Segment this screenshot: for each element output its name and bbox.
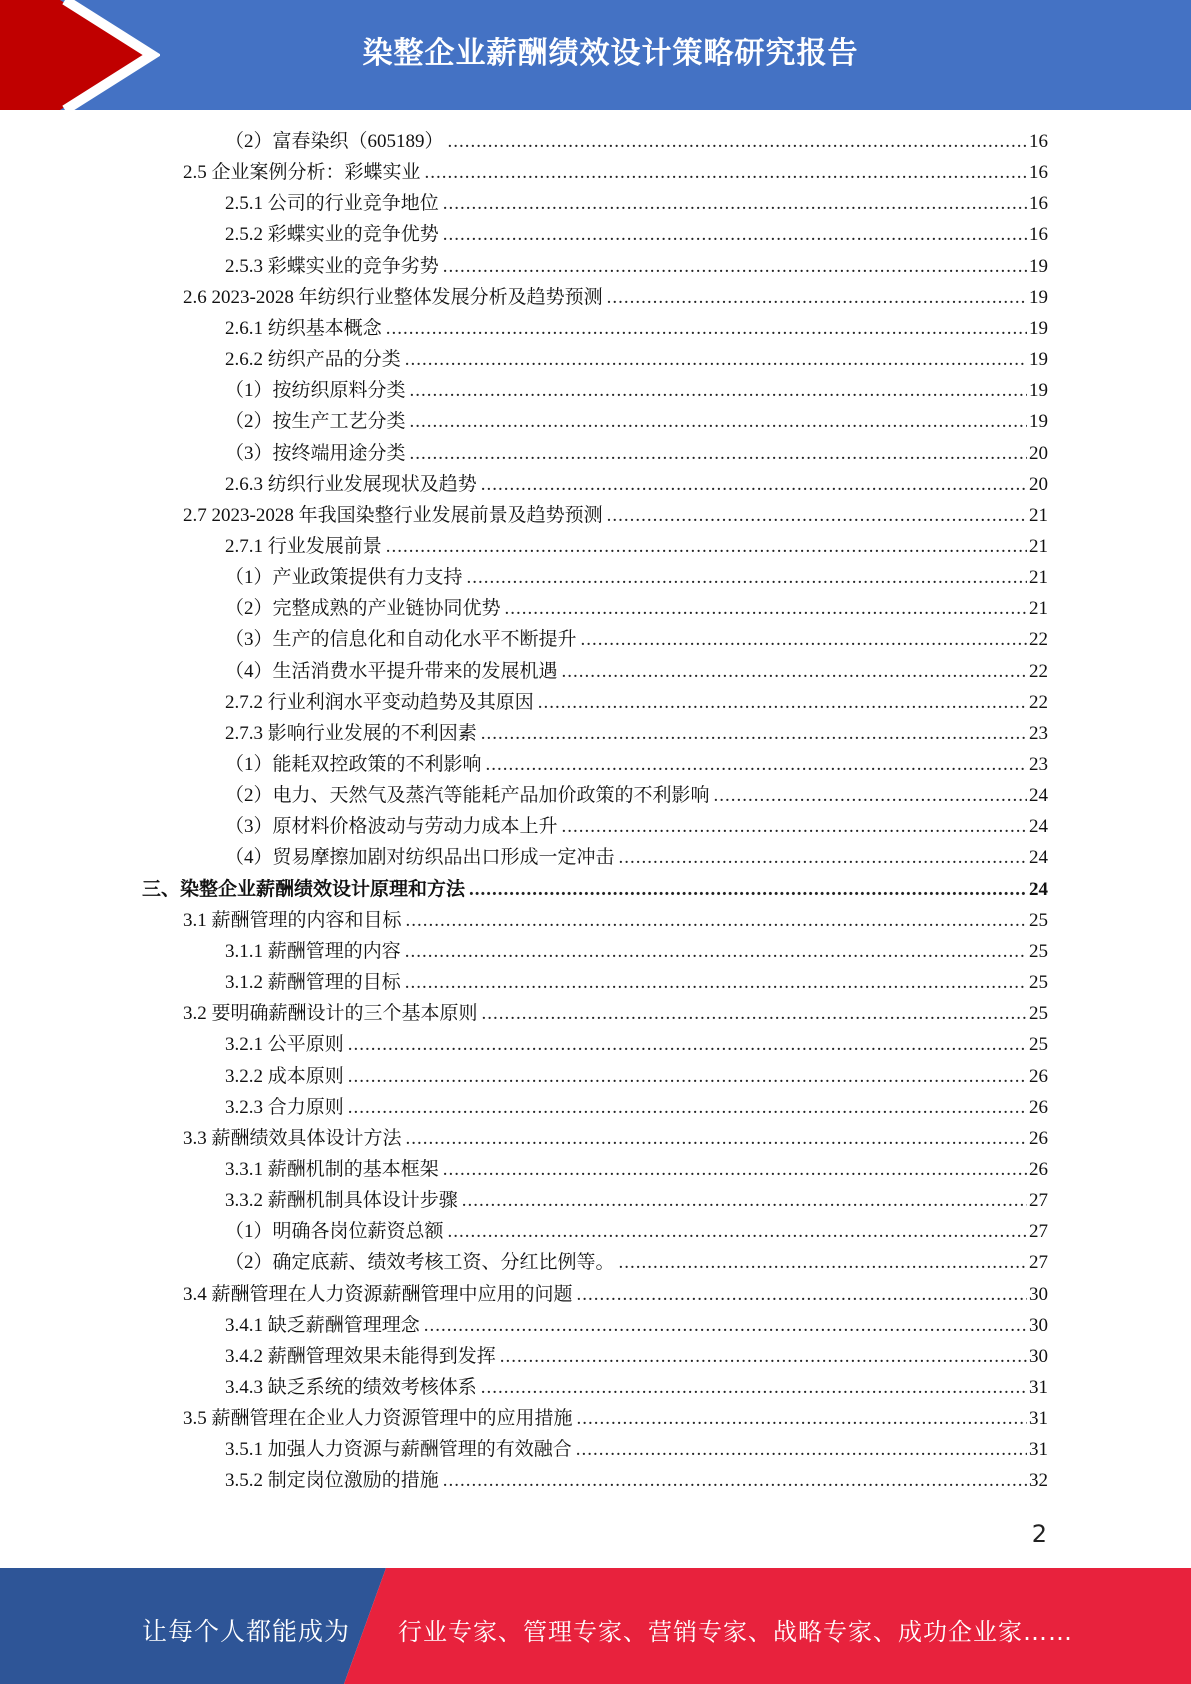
toc-dot-leader xyxy=(576,1434,1027,1465)
toc-dot-leader xyxy=(405,967,1027,998)
toc-entry[interactable] xyxy=(225,1029,1048,1060)
toc-entry-page: 19 xyxy=(1029,286,1048,308)
toc-entry[interactable] xyxy=(225,1092,1048,1123)
toc-entry-title: 3.2 要明确薪酬设计的三个基本原则 xyxy=(183,1003,478,1025)
toc-entry[interactable] xyxy=(225,1465,1048,1496)
toc-entry-title: 2.5 企业案例分析：彩蝶实业 xyxy=(183,162,421,184)
toc-entry[interactable] xyxy=(225,469,1048,500)
toc-entry-title: 3.4.1 缺乏薪酬管理理念 xyxy=(225,1314,420,1336)
toc-entry-title: 2.7.1 行业发展前景 xyxy=(225,535,382,557)
toc-dot-leader xyxy=(577,1279,1027,1310)
toc-dot-leader xyxy=(500,1341,1027,1372)
footer-slogan-left: 让每个人都能成为 xyxy=(142,1617,351,1646)
toc-entry[interactable] xyxy=(183,1123,1048,1154)
toc-entry[interactable] xyxy=(225,593,1048,624)
toc-entry-page: 16 xyxy=(1029,162,1048,184)
toc-dot-leader xyxy=(410,438,1027,469)
toc-entry[interactable] xyxy=(225,375,1048,406)
toc-entry[interactable] xyxy=(183,1279,1048,1310)
toc-entry[interactable] xyxy=(225,687,1048,718)
toc-dot-leader xyxy=(425,157,1027,188)
toc-entry[interactable] xyxy=(183,1403,1048,1434)
toc-entry[interactable] xyxy=(225,1185,1048,1216)
toc-entry[interactable] xyxy=(183,157,1048,188)
toc-dot-leader xyxy=(481,469,1027,500)
toc-entry-page: 24 xyxy=(1029,847,1048,869)
toc-entry-page: 31 xyxy=(1029,1408,1048,1430)
toc-entry-page: 26 xyxy=(1029,1065,1048,1087)
toc-entry-title: （3）按终端用途分类 xyxy=(225,442,406,464)
toc-entry-page: 24 xyxy=(1029,816,1048,838)
toc-entry[interactable] xyxy=(225,344,1048,375)
toc-entry[interactable] xyxy=(225,562,1048,593)
toc-entry-title: 三、染整企业薪酬绩效设计原理和方法 xyxy=(142,878,466,900)
toc-entry[interactable] xyxy=(225,1372,1048,1403)
toc-entry-title: 2.5.2 彩蝶实业的竞争优势 xyxy=(225,224,439,246)
toc-entry-title: 3.3.1 薪酬机制的基本框架 xyxy=(225,1158,439,1180)
toc-entry-title: 2.5.3 彩蝶实业的竞争劣势 xyxy=(225,255,439,277)
toc-entry-page: 25 xyxy=(1029,940,1048,962)
toc-entry[interactable] xyxy=(225,406,1048,437)
toc-entry-title: 3.4.2 薪酬管理效果未能得到发挥 xyxy=(225,1345,496,1367)
toc-entry-title: 2.6.2 纺织产品的分类 xyxy=(225,349,401,371)
toc-entry-title: 3.1.2 薪酬管理的目标 xyxy=(225,972,401,994)
toc-entry-title: （2）电力、天然气及蒸汽等能耗产品加价政策的不利影响 xyxy=(225,785,710,807)
toc-dot-leader xyxy=(619,842,1027,873)
toc-entry-page: 25 xyxy=(1029,1003,1048,1025)
toc-entry-title: 2.6.3 纺织行业发展现状及趋势 xyxy=(225,473,477,495)
footer-slogan-right: 行业专家、管理专家、营销专家、战略专家、成功企业家…… xyxy=(398,1618,1073,1646)
toc-dot-leader xyxy=(348,1029,1027,1060)
toc-entry[interactable] xyxy=(225,780,1048,811)
toc-entry-page: 22 xyxy=(1029,660,1048,682)
toc-entry[interactable] xyxy=(225,967,1048,998)
toc-dot-leader xyxy=(386,313,1027,344)
toc-dot-leader xyxy=(405,936,1027,967)
toc-entry[interactable] xyxy=(183,500,1048,531)
toc-dot-leader xyxy=(348,1092,1027,1123)
toc-entry-title: （2）按生产工艺分类 xyxy=(225,411,406,433)
toc-entry-title: 2.7.2 行业利润水平变动趋势及其原因 xyxy=(225,691,534,713)
toc-entry-page: 25 xyxy=(1029,1034,1048,1056)
toc-entry-page: 19 xyxy=(1029,317,1048,339)
toc-entry[interactable] xyxy=(142,874,1048,905)
toc-dot-leader xyxy=(467,562,1027,593)
toc-dot-leader xyxy=(486,749,1027,780)
toc-entry[interactable] xyxy=(225,624,1048,655)
toc-dot-leader xyxy=(406,905,1027,936)
toc-dot-leader xyxy=(481,1372,1027,1403)
toc-entry-page: 23 xyxy=(1029,722,1048,744)
toc-entry-title: （1）能耗双控政策的不利影响 xyxy=(225,754,482,775)
toc-entry[interactable] xyxy=(225,1216,1048,1247)
toc-dot-leader xyxy=(448,1216,1027,1247)
toc-entry-title: （3）生产的信息化和自动化水平不断提升 xyxy=(225,629,577,651)
toc-entry[interactable] xyxy=(225,1154,1048,1185)
toc-entry-page: 20 xyxy=(1029,473,1048,495)
toc-entry-page: 27 xyxy=(1029,1252,1048,1274)
report-header xyxy=(0,0,1191,110)
toc-entry-page: 21 xyxy=(1029,598,1048,620)
toc-dot-leader xyxy=(482,998,1027,1029)
toc-entry-page: 27 xyxy=(1029,1221,1048,1243)
toc-entry[interactable] xyxy=(225,438,1048,469)
page-number: 2 xyxy=(1031,1520,1047,1548)
toc-dot-leader xyxy=(348,1061,1027,1092)
toc-dot-leader xyxy=(538,687,1027,718)
toc-dot-leader xyxy=(443,219,1027,250)
toc-entry[interactable] xyxy=(225,313,1048,344)
toc-entry-title: 3.4 薪酬管理在人力资源薪酬管理中应用的问题 xyxy=(183,1283,573,1305)
toc-dot-leader xyxy=(448,126,1027,157)
toc-entry[interactable] xyxy=(225,1310,1048,1341)
toc-entry-page: 19 xyxy=(1029,411,1048,433)
toc-dot-leader xyxy=(577,1403,1027,1434)
toc-dot-leader xyxy=(443,1465,1027,1496)
toc-dot-leader xyxy=(443,188,1027,219)
toc-entry[interactable] xyxy=(225,251,1048,282)
toc-entry[interactable] xyxy=(183,998,1048,1029)
toc-entry-title: 3.5.2 制定岗位激励的措施 xyxy=(225,1470,439,1492)
toc-dot-leader xyxy=(505,593,1027,624)
toc-entry-title: （1）产业政策提供有力支持 xyxy=(225,567,463,589)
toc-entry[interactable] xyxy=(225,1061,1048,1092)
toc-entry-title: （3）原材料价格波动与劳动力成本上升 xyxy=(225,816,558,838)
toc-entry-page: 32 xyxy=(1029,1470,1048,1492)
toc-entry-title: 2.7.3 影响行业发展的不利因素 xyxy=(225,722,477,744)
toc-dot-leader xyxy=(424,1310,1027,1341)
toc-dot-leader xyxy=(443,251,1027,282)
toc-entry-title: 3.2.1 公平原则 xyxy=(225,1034,344,1056)
footer-banner xyxy=(0,1568,1191,1684)
toc-dot-leader xyxy=(619,1247,1027,1278)
toc-entry-page: 21 xyxy=(1029,504,1048,526)
toc-dot-leader xyxy=(714,780,1027,811)
toc-dot-leader xyxy=(406,1123,1027,1154)
toc-dot-leader xyxy=(410,406,1027,437)
toc-entry-title: （2）完整成熟的产业链协同优势 xyxy=(225,598,501,620)
toc-entry-page: 25 xyxy=(1029,972,1048,994)
toc-entry-page: 19 xyxy=(1029,349,1048,371)
toc-dot-leader xyxy=(443,1154,1027,1185)
toc-entry-page: 26 xyxy=(1029,1096,1048,1118)
toc-dot-leader xyxy=(481,718,1027,749)
toc-entry[interactable] xyxy=(225,126,1048,157)
toc-entry-page: 27 xyxy=(1029,1190,1048,1212)
toc-entry-page: 22 xyxy=(1029,691,1048,713)
toc-entry-title: 3.1.1 薪酬管理的内容 xyxy=(225,940,401,962)
toc-entry-title: （4）贸易摩擦加剧对纺织品出口形成一定冲击 xyxy=(225,847,615,869)
toc-entry[interactable] xyxy=(183,905,1048,936)
toc-entry-title: 2.5.1 公司的行业竞争地位 xyxy=(225,193,439,215)
toc-entry-title: （4）生活消费水平提升带来的发展机遇 xyxy=(225,660,558,682)
toc-entry-title: 3.2.3 合力原则 xyxy=(225,1096,344,1118)
toc-entry-page: 31 xyxy=(1029,1377,1048,1398)
toc-entry-page: 24 xyxy=(1029,878,1048,900)
toc-entry-title: 2.6 2023-2028 年纺织行业整体发展分析及趋势预测 xyxy=(183,286,603,308)
toc-entry-title: （2）确定底薪、绩效考核工资、分红比例等。 xyxy=(225,1252,615,1274)
toc-entry[interactable] xyxy=(225,811,1048,842)
toc-entry-page: 21 xyxy=(1029,567,1048,589)
toc-dot-leader xyxy=(607,282,1027,313)
toc-dot-leader xyxy=(581,624,1027,655)
toc-entry-page: 16 xyxy=(1029,193,1048,215)
toc-dot-leader xyxy=(405,344,1027,375)
toc-entry-page: 23 xyxy=(1029,754,1048,775)
toc-entry-title: （2）富春染织（605189） xyxy=(225,131,444,152)
toc-dot-leader xyxy=(410,375,1027,406)
toc-entry-page: 31 xyxy=(1029,1439,1048,1461)
report-title: 染整企业薪酬绩效设计策略研究报告 xyxy=(362,36,859,71)
toc-entry[interactable] xyxy=(225,1434,1048,1465)
toc-entry-page: 19 xyxy=(1029,380,1048,402)
toc-entry-title: 3.4.3 缺乏系统的绩效考核体系 xyxy=(225,1377,477,1398)
toc-entry-title: 2.7 2023-2028 年我国染整行业发展前景及趋势预测 xyxy=(183,504,603,526)
toc-entry[interactable] xyxy=(225,749,1048,780)
toc-entry-page: 22 xyxy=(1029,629,1048,651)
toc-entry[interactable] xyxy=(225,188,1048,219)
toc-entry-page: 26 xyxy=(1029,1127,1048,1149)
toc-entry-page: 24 xyxy=(1029,785,1048,807)
toc-entry[interactable] xyxy=(225,531,1048,562)
toc-dot-leader xyxy=(607,500,1027,531)
toc-entry-page: 25 xyxy=(1029,909,1048,931)
toc-entry-page: 16 xyxy=(1029,224,1048,246)
toc-entry[interactable] xyxy=(225,1247,1048,1278)
toc-entry[interactable] xyxy=(225,718,1048,749)
toc-entry[interactable] xyxy=(183,282,1048,313)
toc-entry[interactable] xyxy=(225,936,1048,967)
toc-entry-page: 30 xyxy=(1029,1345,1048,1367)
toc-entry-page: 26 xyxy=(1029,1158,1048,1180)
toc-entry-title: 3.1 薪酬管理的内容和目标 xyxy=(183,909,402,931)
toc-entry[interactable] xyxy=(225,219,1048,250)
toc-entry-title: （1）按纺织原料分类 xyxy=(225,380,406,402)
toc-entry-page: 16 xyxy=(1029,131,1048,152)
toc-dot-leader xyxy=(386,531,1027,562)
toc-dot-leader xyxy=(562,811,1027,842)
toc-entry-page: 20 xyxy=(1029,442,1048,464)
toc-entry-page: 30 xyxy=(1029,1283,1048,1305)
toc-entry[interactable] xyxy=(225,842,1048,873)
toc-dot-leader xyxy=(562,656,1027,687)
toc-entry-title: 3.3 薪酬绩效具体设计方法 xyxy=(183,1127,402,1149)
toc-dot-leader xyxy=(462,1185,1027,1216)
toc-entry[interactable] xyxy=(225,1341,1048,1372)
toc-dot-leader xyxy=(469,874,1027,905)
toc-entry-title: 3.2.2 成本原则 xyxy=(225,1065,344,1087)
toc-entry-title: 2.6.1 纺织基本概念 xyxy=(225,317,382,339)
toc-entry[interactable] xyxy=(225,656,1048,687)
toc-entry-title: 3.5.1 加强人力资源与薪酬管理的有效融合 xyxy=(225,1439,572,1461)
toc-entry-title: （1）明确各岗位薪资总额 xyxy=(225,1221,444,1243)
toc-entry-page: 21 xyxy=(1029,535,1048,557)
toc-entry-page: 19 xyxy=(1029,255,1048,277)
toc-entry-title: 3.5 薪酬管理在企业人力资源管理中的应用措施 xyxy=(183,1408,573,1430)
toc-entry-title: 3.3.2 薪酬机制具体设计步骤 xyxy=(225,1190,458,1212)
toc-entry-page: 30 xyxy=(1029,1314,1048,1336)
